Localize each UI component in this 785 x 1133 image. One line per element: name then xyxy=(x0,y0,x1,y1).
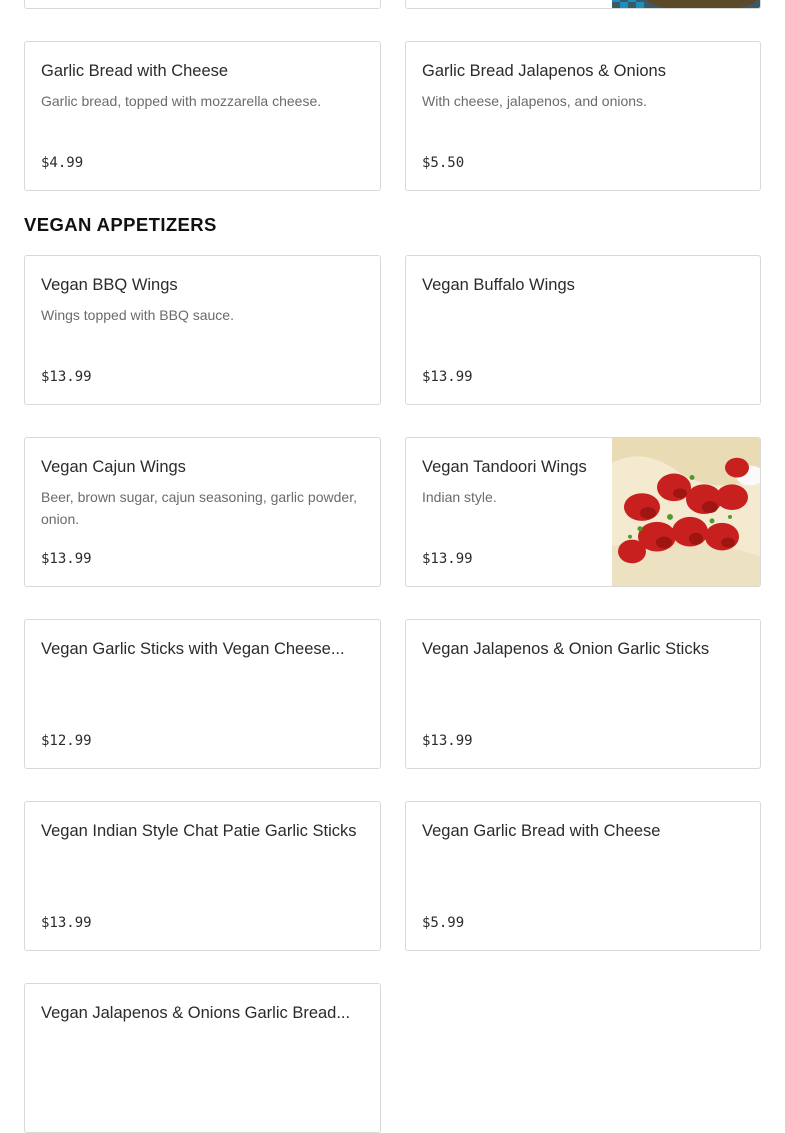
item-price: $13.99 xyxy=(41,915,92,931)
item-price: $13.99 xyxy=(422,369,473,385)
section-title: VEGAN APPETIZERS xyxy=(24,214,217,235)
item-price: $13.99 xyxy=(422,733,473,749)
menu-item-card[interactable] xyxy=(405,41,761,191)
item-name: Garlic Bread Jalapenos & Onions xyxy=(422,62,666,80)
item-name: Vegan Tandoori Wings xyxy=(422,458,587,476)
menu-item-card-partial-left[interactable] xyxy=(24,0,381,9)
menu-item-card[interactable] xyxy=(405,255,761,405)
item-name: Vegan Jalapenos & Onion Garlic Sticks xyxy=(422,640,710,658)
menu-item-card[interactable] xyxy=(24,41,381,191)
menu-item-card[interactable] xyxy=(24,983,381,1133)
item-name: Vegan Garlic Sticks with Vegan Cheese... xyxy=(41,640,345,658)
food-photo-partial xyxy=(612,0,760,9)
item-price: $13.99 xyxy=(41,551,92,567)
item-price: $13.99 xyxy=(41,369,92,385)
item-description: Garlic bread, topped with mozzarella cheese. xyxy=(41,93,322,109)
item-name: Garlic Bread with Cheese xyxy=(41,62,229,80)
item-price: $13.99 xyxy=(422,551,473,567)
menu-item-card[interactable] xyxy=(24,619,381,769)
menu-item-card[interactable] xyxy=(405,801,761,951)
menu-item-card[interactable] xyxy=(405,619,761,769)
menu-item-card[interactable] xyxy=(24,801,381,951)
item-name: Vegan BBQ Wings xyxy=(41,276,178,294)
item-description: With cheese, jalapenos, and onions. xyxy=(422,93,647,109)
item-name: Vegan Jalapenos & Onions Garlic Bread... xyxy=(41,1004,351,1022)
menu-item-card[interactable] xyxy=(24,255,381,405)
menu-item-card[interactable] xyxy=(24,437,381,587)
item-price: $12.99 xyxy=(41,733,92,749)
item-name: Vegan Cajun Wings xyxy=(41,458,186,476)
item-description: Wings topped with BBQ sauce. xyxy=(41,307,234,323)
item-description: Beer, brown sugar, cajun seasoning, garlic powder, onion. xyxy=(41,489,357,527)
item-description: Indian style. xyxy=(422,489,497,505)
item-name: Vegan Indian Style Chat Patie Garlic Sticks xyxy=(41,822,357,840)
item-name: Vegan Garlic Bread with Cheese xyxy=(422,822,661,840)
item-price: $5.99 xyxy=(422,915,465,931)
menu-item-card-partial-right[interactable] xyxy=(405,0,761,9)
item-price: $5.50 xyxy=(422,155,465,171)
item-name: Vegan Buffalo Wings xyxy=(422,276,575,294)
menu-item-card[interactable] xyxy=(405,437,761,587)
item-price: $4.99 xyxy=(41,155,84,171)
food-photo xyxy=(612,438,760,586)
